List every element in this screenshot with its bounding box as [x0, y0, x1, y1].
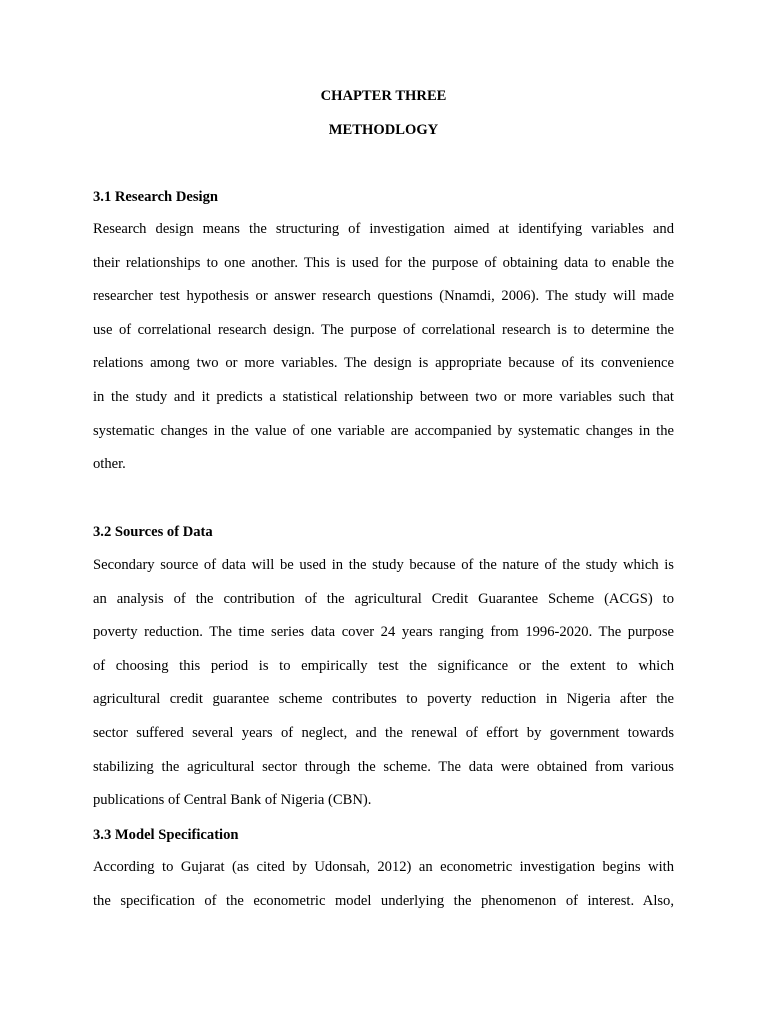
paragraph-line: use of correlational research design. The purpose of correlational research is to determine the [93, 321, 674, 338]
section-heading-research-design: 3.1 Research Design [93, 189, 218, 205]
paragraph-line: relations among two or more variables. The design is appropriate because of its convenience [93, 355, 674, 372]
paragraph-model-specification [93, 851, 674, 918]
paragraph-line: their relationships to one another. This is used for the purpose of obtaining data to enable the [93, 254, 674, 271]
paragraph-line: researcher test hypothesis or answer research questions (Nnamdi, 2006). The study will made [93, 288, 674, 305]
paragraph-line: According to Gujarat (as cited by Udonsah, 2012) an econometric investigation begins with [93, 859, 674, 875]
paragraph-line: of choosing this period is to empirically test the significance or the extent to which [93, 657, 674, 674]
paragraph-line: agricultural credit guarantee scheme contributes to poverty reduction in Nigeria after the [93, 691, 674, 708]
section-heading-model-specification: 3.3 Model Specification [93, 827, 239, 843]
paragraph-line: systematic changes in the value of one variable are accompanied by systematic changes in the [93, 422, 674, 439]
paragraph-line: other. [93, 456, 126, 473]
paragraph-line: the specification of the econometric model underlying the phenomenon of interest. Also, [93, 892, 674, 909]
paragraph-line: sector suffered several years of neglect, and the renewal of effort by government towards [93, 724, 674, 741]
section-heading-sources-of-data: 3.2 Sources of Data [93, 524, 213, 540]
paragraph-line: publications of Central Bank of Nigeria (CBN). [93, 792, 372, 809]
paragraph-research-design [93, 213, 674, 482]
paragraph-line: Secondary source of data will be used in the study because of the nature of the study which is [93, 557, 674, 573]
chapter-subtitle: METHODLOGY [328, 122, 439, 138]
paragraph-sources-of-data [93, 549, 674, 818]
paragraph-line: Research design means the structuring of investigation aimed at identifying variables and [93, 221, 674, 237]
paragraph-line: stabilizing the agricultural sector through the scheme. The data were obtained from various [93, 758, 674, 775]
paragraph-line: poverty reduction. The time series data cover 24 years ranging from 1996-2020. The purpose [93, 624, 674, 641]
paragraph-line: an analysis of the contribution of the agricultural Credit Guarantee Scheme (ACGS) to [93, 590, 674, 607]
paragraph-line: in the study and it predicts a statistical relationship between two or more variables such that [93, 388, 674, 405]
chapter-title: CHAPTER THREE [320, 88, 447, 104]
